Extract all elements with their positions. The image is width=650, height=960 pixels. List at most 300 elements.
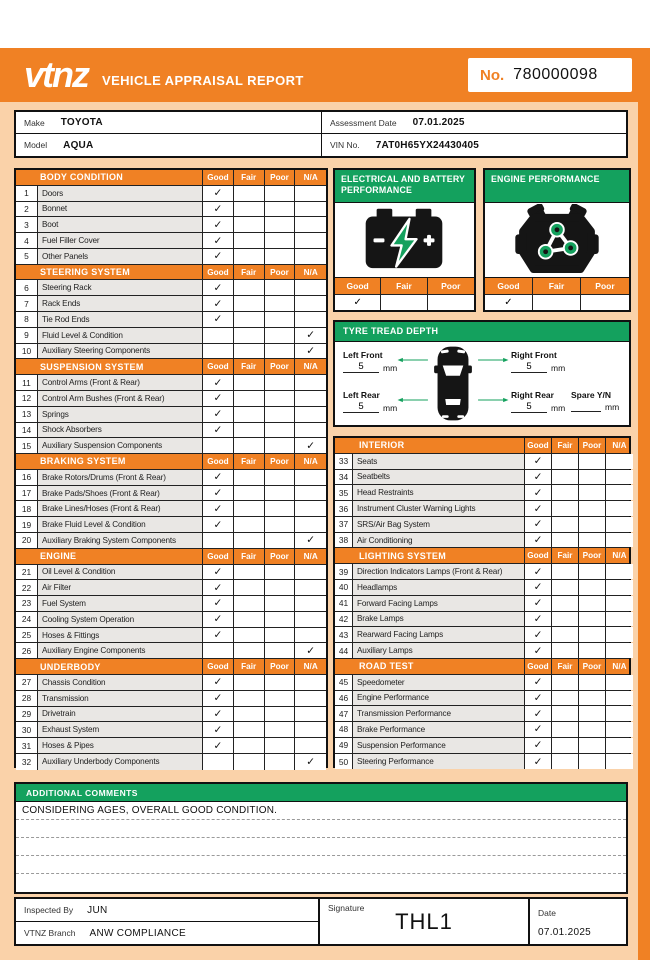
rating-column-header: Fair bbox=[381, 278, 427, 294]
item-name: Head Restraints bbox=[353, 485, 525, 500]
check-cell-good[interactable]: ✓ bbox=[335, 295, 381, 311]
section-header-row bbox=[16, 359, 326, 375]
make-value[interactable]: TOYOTA bbox=[60, 117, 103, 128]
check-cell-poor[interactable] bbox=[265, 691, 296, 706]
assessment-date-value[interactable]: 07.01.2025 bbox=[412, 117, 465, 128]
check-cell-fair[interactable] bbox=[552, 612, 579, 627]
check-cell-na[interactable] bbox=[606, 675, 633, 690]
spare-tread bbox=[571, 390, 619, 412]
item-name: Rearward Facing Lamps bbox=[353, 627, 525, 642]
check-cell-poor[interactable] bbox=[265, 296, 296, 311]
check-cell-good[interactable]: ✓ bbox=[203, 233, 234, 248]
item-number: 38 bbox=[335, 533, 353, 548]
checklist-row bbox=[16, 501, 326, 517]
check-cell-good[interactable]: ✓ bbox=[525, 580, 552, 595]
rating-column-header: N/A bbox=[303, 172, 318, 182]
check-cell-na[interactable] bbox=[295, 470, 326, 485]
check-cell-fair[interactable] bbox=[234, 707, 265, 722]
rating-column-header: N/A bbox=[303, 267, 318, 277]
check-cell-na[interactable] bbox=[295, 391, 326, 406]
check-cell-fair[interactable] bbox=[552, 501, 579, 516]
check-cell-na[interactable] bbox=[295, 249, 326, 264]
check-cell-fair[interactable] bbox=[552, 754, 579, 770]
rating-column-header: Poor bbox=[428, 278, 474, 294]
check-cell-poor[interactable] bbox=[265, 375, 296, 390]
check-cell-na[interactable]: ✓ bbox=[295, 438, 326, 453]
item-number: 20 bbox=[16, 533, 38, 548]
check-cell-na[interactable] bbox=[295, 217, 326, 232]
check-cell-good[interactable]: ✓ bbox=[525, 454, 552, 469]
check-cell-fair[interactable] bbox=[234, 517, 265, 532]
check-cell-na[interactable] bbox=[606, 643, 633, 658]
check-cell-good[interactable]: ✓ bbox=[203, 423, 234, 438]
check-cell-poor[interactable] bbox=[265, 423, 296, 438]
check-cell-fair[interactable] bbox=[234, 565, 265, 580]
right-checklist-table bbox=[333, 436, 631, 768]
check-cell-poor[interactable] bbox=[579, 691, 606, 706]
check-cell-fair[interactable] bbox=[234, 202, 265, 217]
check-cell-fair[interactable] bbox=[234, 643, 265, 658]
check-cell-na[interactable] bbox=[606, 485, 633, 500]
check-cell-fair[interactable] bbox=[234, 580, 265, 595]
check-cell-poor[interactable] bbox=[579, 470, 606, 485]
item-number: 24 bbox=[16, 612, 38, 627]
check-cell-good[interactable]: ✓ bbox=[525, 627, 552, 642]
check-cell-poor[interactable] bbox=[265, 501, 296, 516]
check-cell-poor[interactable] bbox=[579, 722, 606, 737]
check-cell-poor[interactable] bbox=[579, 580, 606, 595]
check-cell-good[interactable]: ✓ bbox=[203, 628, 234, 643]
check-cell-poor[interactable] bbox=[265, 217, 296, 232]
check-cell-fair[interactable] bbox=[552, 517, 579, 532]
check-cell-good[interactable]: ✓ bbox=[485, 295, 533, 311]
check-cell-good[interactable]: ✓ bbox=[525, 596, 552, 611]
item-name: Auxiliary Lamps bbox=[353, 643, 525, 658]
check-cell-good[interactable]: ✓ bbox=[525, 485, 552, 500]
check-cell-fair[interactable] bbox=[234, 280, 265, 295]
item-name: Hoses & Fittings bbox=[38, 628, 203, 643]
check-cell-fair[interactable] bbox=[234, 533, 265, 548]
left-front-label: Left Front bbox=[342, 350, 383, 360]
check-cell-good[interactable]: ✓ bbox=[203, 296, 234, 311]
additional-comments-panel bbox=[14, 782, 628, 894]
check-cell-na[interactable] bbox=[295, 423, 326, 438]
checklist-row bbox=[335, 706, 629, 722]
check-cell-good[interactable] bbox=[203, 754, 234, 770]
check-cell-fair[interactable] bbox=[234, 722, 265, 737]
check-cell-na[interactable] bbox=[606, 470, 633, 485]
item-number: 36 bbox=[335, 501, 353, 516]
check-cell-na[interactable] bbox=[606, 501, 633, 516]
check-cell-fair[interactable] bbox=[552, 627, 579, 642]
section-title: BODY CONDITION bbox=[16, 170, 203, 185]
check-cell-good[interactable]: ✓ bbox=[203, 565, 234, 580]
check-cell-fair[interactable] bbox=[552, 454, 579, 469]
check-cell-na[interactable] bbox=[295, 280, 326, 295]
unit-label: mm bbox=[550, 363, 566, 373]
rating-header-row bbox=[335, 277, 474, 294]
check-cell-good[interactable]: ✓ bbox=[203, 217, 234, 232]
item-number: 25 bbox=[16, 628, 38, 643]
check-cell-fair[interactable] bbox=[552, 580, 579, 595]
check-cell-fair[interactable] bbox=[234, 438, 265, 453]
check-cell-poor[interactable] bbox=[428, 295, 474, 311]
check-cell-fair[interactable] bbox=[552, 675, 579, 690]
check-cell-good[interactable]: ✓ bbox=[525, 706, 552, 721]
check-cell-na[interactable] bbox=[295, 580, 326, 595]
check-cell-good[interactable]: ✓ bbox=[203, 249, 234, 264]
check-cell-poor[interactable] bbox=[265, 707, 296, 722]
check-cell-good[interactable]: ✓ bbox=[203, 280, 234, 295]
section-header-row bbox=[335, 438, 629, 454]
check-cell-poor[interactable] bbox=[265, 612, 296, 627]
check-cell-na[interactable] bbox=[295, 596, 326, 611]
check-cell-good[interactable] bbox=[203, 328, 234, 343]
check-cell-good[interactable]: ✓ bbox=[525, 517, 552, 532]
signature-label: Signature bbox=[328, 903, 365, 913]
check-cell-fair[interactable] bbox=[552, 470, 579, 485]
left-front-value[interactable]: 5 bbox=[343, 362, 379, 373]
panel-title: ELECTRICAL AND BATTERY PERFORMANCE bbox=[335, 170, 474, 203]
check-cell-fair[interactable] bbox=[234, 612, 265, 627]
check-cell-fair[interactable] bbox=[234, 344, 265, 359]
item-name: Transmission Performance bbox=[353, 706, 525, 721]
rating-column-header: N/A bbox=[303, 362, 318, 372]
check-cell-good[interactable] bbox=[203, 438, 234, 453]
check-cell-fair[interactable] bbox=[552, 738, 579, 753]
signature-value[interactable]: THL1 bbox=[395, 908, 453, 934]
check-cell-na[interactable] bbox=[295, 707, 326, 722]
check-cell-fair[interactable] bbox=[552, 722, 579, 737]
check-cell-good[interactable]: ✓ bbox=[203, 517, 234, 532]
item-name: Cooling System Operation bbox=[38, 612, 203, 627]
checklist-row bbox=[335, 517, 629, 533]
check-cell-fair[interactable] bbox=[234, 407, 265, 422]
check-cell-poor[interactable] bbox=[579, 643, 606, 658]
check-cell-fair[interactable] bbox=[234, 249, 265, 264]
check-cell-poor[interactable] bbox=[579, 754, 606, 770]
check-cell-fair[interactable] bbox=[234, 754, 265, 770]
check-cell-fair[interactable] bbox=[552, 533, 579, 548]
check-cell-fair[interactable] bbox=[234, 628, 265, 643]
check-cell-good[interactable]: ✓ bbox=[525, 533, 552, 548]
item-number: 33 bbox=[335, 454, 353, 469]
check-cell-good[interactable]: ✓ bbox=[203, 391, 234, 406]
checklist-row bbox=[16, 375, 326, 391]
item-name: Auxiliary Braking System Components bbox=[38, 533, 203, 548]
check-cell-good[interactable]: ✓ bbox=[203, 407, 234, 422]
check-cell-poor[interactable] bbox=[265, 580, 296, 595]
check-cell-fair[interactable] bbox=[552, 643, 579, 658]
check-cell-poor[interactable] bbox=[265, 643, 296, 658]
check-cell-fair[interactable] bbox=[234, 233, 265, 248]
check-cell-good[interactable]: ✓ bbox=[203, 186, 234, 201]
check-cell-poor[interactable] bbox=[265, 202, 296, 217]
check-cell-na[interactable] bbox=[606, 596, 633, 611]
check-cell-poor[interactable] bbox=[579, 706, 606, 721]
check-cell-fair[interactable] bbox=[234, 217, 265, 232]
model-value[interactable]: AQUA bbox=[63, 139, 94, 151]
inspected-by-value[interactable]: JUN bbox=[87, 904, 108, 916]
item-number: 40 bbox=[335, 580, 353, 595]
check-cell-good[interactable]: ✓ bbox=[203, 501, 234, 516]
item-number: 16 bbox=[16, 470, 38, 485]
check-cell-poor[interactable] bbox=[265, 233, 296, 248]
check-cell-poor[interactable] bbox=[265, 628, 296, 643]
check-cell-good[interactable] bbox=[203, 643, 234, 658]
checklist-row bbox=[16, 628, 326, 644]
check-cell-good[interactable]: ✓ bbox=[203, 675, 234, 690]
rating-column-header: N/A bbox=[612, 661, 627, 671]
check-cell-na[interactable]: ✓ bbox=[295, 328, 326, 343]
check-cell-poor[interactable] bbox=[265, 344, 296, 359]
item-number: 23 bbox=[16, 596, 38, 611]
right-front-value[interactable]: 5 bbox=[511, 362, 547, 373]
check-cell-na[interactable] bbox=[606, 627, 633, 642]
item-number: 29 bbox=[16, 707, 38, 722]
vehicle-info-table bbox=[14, 110, 628, 158]
check-cell-good[interactable]: ✓ bbox=[203, 738, 234, 753]
check-cell-poor[interactable] bbox=[579, 517, 606, 532]
right-border-strip bbox=[638, 102, 650, 960]
check-cell-fair[interactable] bbox=[234, 375, 265, 390]
check-cell-fair[interactable] bbox=[234, 738, 265, 753]
report-number-value: 780000098 bbox=[513, 66, 598, 83]
check-cell-na[interactable] bbox=[295, 675, 326, 690]
check-cell-poor[interactable] bbox=[579, 501, 606, 516]
checklist-row bbox=[335, 675, 629, 691]
check-cell-good[interactable]: ✓ bbox=[525, 738, 552, 753]
check-cell-good[interactable]: ✓ bbox=[203, 470, 234, 485]
check-cell-poor[interactable] bbox=[265, 738, 296, 753]
check-cell-na[interactable] bbox=[606, 517, 633, 532]
item-number: 21 bbox=[16, 565, 38, 580]
check-cell-good[interactable] bbox=[203, 344, 234, 359]
check-cell-good[interactable]: ✓ bbox=[203, 612, 234, 627]
item-name: Transmission bbox=[38, 691, 203, 706]
check-cell-poor[interactable] bbox=[579, 675, 606, 690]
comment-line[interactable] bbox=[16, 874, 626, 892]
check-cell-fair[interactable] bbox=[552, 691, 579, 706]
vin-value[interactable]: 7AT0H65YX24430405 bbox=[375, 139, 480, 151]
check-cell-na[interactable] bbox=[295, 186, 326, 201]
comment-line[interactable] bbox=[16, 838, 626, 856]
rating-column-header: Fair bbox=[234, 170, 265, 185]
check-cell-poor[interactable] bbox=[579, 454, 606, 469]
model-label: Model bbox=[24, 140, 48, 150]
check-cell-na[interactable] bbox=[606, 564, 633, 579]
check-cell-fair[interactable] bbox=[234, 470, 265, 485]
check-cell-na[interactable]: ✓ bbox=[295, 754, 326, 770]
check-cell-poor[interactable] bbox=[579, 612, 606, 627]
check-cell-na[interactable] bbox=[606, 612, 633, 627]
check-cell-poor[interactable] bbox=[265, 407, 296, 422]
item-name: Rack Ends bbox=[38, 296, 203, 311]
check-cell-na[interactable] bbox=[295, 202, 326, 217]
check-cell-good[interactable]: ✓ bbox=[203, 375, 234, 390]
check-cell-poor[interactable] bbox=[265, 391, 296, 406]
check-cell-good[interactable]: ✓ bbox=[525, 501, 552, 516]
vin-row bbox=[322, 134, 626, 156]
check-cell-na[interactable] bbox=[295, 407, 326, 422]
check-cell-na[interactable]: ✓ bbox=[295, 344, 326, 359]
check-cell-poor[interactable] bbox=[265, 754, 296, 770]
comment-line[interactable] bbox=[16, 820, 626, 838]
branch-value[interactable]: ANW COMPLIANCE bbox=[89, 927, 186, 939]
check-cell-good[interactable] bbox=[203, 533, 234, 548]
check-cell-na[interactable] bbox=[606, 691, 633, 706]
check-cell-poor[interactable] bbox=[265, 533, 296, 548]
check-cell-fair[interactable] bbox=[234, 423, 265, 438]
check-cell-poor[interactable] bbox=[265, 596, 296, 611]
check-cell-good[interactable]: ✓ bbox=[525, 470, 552, 485]
check-cell-poor[interactable] bbox=[265, 675, 296, 690]
check-cell-poor[interactable] bbox=[581, 295, 629, 311]
item-number: 6 bbox=[16, 280, 38, 295]
top-margin bbox=[0, 0, 650, 48]
check-cell-poor[interactable] bbox=[579, 485, 606, 500]
check-cell-na[interactable] bbox=[295, 296, 326, 311]
check-cell-fair[interactable] bbox=[234, 486, 265, 501]
item-name: Seats bbox=[353, 454, 525, 469]
check-cell-good[interactable]: ✓ bbox=[525, 722, 552, 737]
check-cell-good[interactable]: ✓ bbox=[525, 754, 552, 770]
rating-column-header: Good bbox=[485, 278, 533, 294]
check-cell-fair[interactable] bbox=[234, 312, 265, 327]
check-cell-good[interactable]: ✓ bbox=[203, 202, 234, 217]
date-value[interactable]: 07.01.2025 bbox=[538, 927, 592, 938]
check-cell-na[interactable] bbox=[295, 486, 326, 501]
rating-column-header: Fair bbox=[533, 278, 581, 294]
check-cell-fair[interactable] bbox=[234, 391, 265, 406]
check-cell-poor[interactable] bbox=[265, 249, 296, 264]
check-cell-poor[interactable] bbox=[579, 596, 606, 611]
check-cell-good[interactable]: ✓ bbox=[203, 722, 234, 737]
left-rear-value[interactable]: 5 bbox=[343, 402, 379, 413]
check-cell-good[interactable]: ✓ bbox=[525, 564, 552, 579]
check-cell-poor[interactable] bbox=[579, 738, 606, 753]
check-cell-na[interactable] bbox=[295, 501, 326, 516]
check-cell-fair[interactable] bbox=[381, 295, 427, 311]
check-cell-fair[interactable] bbox=[552, 596, 579, 611]
check-cell-na[interactable] bbox=[606, 533, 633, 548]
check-cell-poor[interactable] bbox=[579, 533, 606, 548]
check-cell-fair[interactable] bbox=[234, 596, 265, 611]
check-cell-poor[interactable] bbox=[265, 565, 296, 580]
check-cell-good[interactable]: ✓ bbox=[203, 691, 234, 706]
check-cell-na[interactable] bbox=[295, 517, 326, 532]
check-cell-good[interactable]: ✓ bbox=[525, 675, 552, 690]
check-cell-good[interactable]: ✓ bbox=[203, 580, 234, 595]
checklist-row bbox=[16, 280, 326, 296]
check-cell-fair[interactable] bbox=[234, 675, 265, 690]
check-cell-na[interactable] bbox=[295, 628, 326, 643]
vin-label: VIN No. bbox=[330, 140, 360, 150]
check-cell-na[interactable] bbox=[606, 580, 633, 595]
check-cell-na[interactable]: ✓ bbox=[295, 643, 326, 658]
rating-column-header: N/A bbox=[612, 551, 627, 561]
comment-line[interactable]: CONSIDERING AGES, OVERALL GOOD CONDITION. bbox=[16, 802, 626, 820]
check-cell-good[interactable]: ✓ bbox=[525, 643, 552, 658]
check-cell-poor[interactable] bbox=[265, 486, 296, 501]
signature-box bbox=[320, 897, 530, 946]
checklist-row bbox=[16, 486, 326, 502]
check-cell-poor[interactable] bbox=[265, 280, 296, 295]
item-name: Headlamps bbox=[353, 580, 525, 595]
item-number: 28 bbox=[16, 691, 38, 706]
item-number: 41 bbox=[335, 596, 353, 611]
check-cell-na[interactable] bbox=[606, 738, 633, 753]
check-cell-na[interactable] bbox=[295, 375, 326, 390]
check-cell-na[interactable] bbox=[295, 233, 326, 248]
check-cell-fair[interactable] bbox=[234, 296, 265, 311]
check-cell-good[interactable]: ✓ bbox=[203, 707, 234, 722]
make-row bbox=[16, 112, 322, 134]
rating-column-header: Poor bbox=[265, 549, 296, 564]
check-cell-fair[interactable] bbox=[234, 691, 265, 706]
arrow-right-icon bbox=[477, 356, 509, 364]
check-cell-na[interactable] bbox=[606, 754, 633, 770]
check-cell-na[interactable]: ✓ bbox=[295, 533, 326, 548]
item-name: Oil Level & Condition bbox=[38, 565, 203, 580]
check-cell-poor[interactable] bbox=[265, 517, 296, 532]
panel-title: TYRE TREAD DEPTH bbox=[335, 322, 629, 342]
right-rear-value[interactable]: 5 bbox=[511, 402, 547, 413]
item-number: 49 bbox=[335, 738, 353, 753]
comments-lines bbox=[16, 802, 626, 892]
check-cell-poor[interactable] bbox=[579, 627, 606, 642]
check-cell-fair[interactable] bbox=[533, 295, 581, 311]
item-name: Seatbelts bbox=[353, 470, 525, 485]
check-cell-poor[interactable] bbox=[265, 470, 296, 485]
check-cell-good[interactable]: ✓ bbox=[525, 691, 552, 706]
check-cell-na[interactable] bbox=[295, 722, 326, 737]
check-cell-good[interactable]: ✓ bbox=[203, 312, 234, 327]
item-number: 13 bbox=[16, 407, 38, 422]
check-cell-poor[interactable] bbox=[265, 722, 296, 737]
section-header-row bbox=[16, 549, 326, 565]
check-cell-na[interactable] bbox=[606, 722, 633, 737]
check-cell-fair[interactable] bbox=[234, 501, 265, 516]
check-cell-poor[interactable] bbox=[579, 564, 606, 579]
check-cell-good[interactable]: ✓ bbox=[525, 612, 552, 627]
check-cell-fair[interactable] bbox=[552, 564, 579, 579]
check-cell-fair[interactable] bbox=[234, 328, 265, 343]
check-cell-poor[interactable] bbox=[265, 312, 296, 327]
comment-line[interactable] bbox=[16, 856, 626, 874]
check-cell-na[interactable] bbox=[606, 454, 633, 469]
check-cell-good[interactable]: ✓ bbox=[203, 486, 234, 501]
item-name: Speedometer bbox=[353, 675, 525, 690]
spare-value[interactable] bbox=[571, 411, 601, 412]
check-cell-good[interactable]: ✓ bbox=[203, 596, 234, 611]
item-name: Boot bbox=[38, 217, 203, 232]
check-cell-na[interactable] bbox=[295, 738, 326, 753]
check-cell-poor[interactable] bbox=[265, 328, 296, 343]
check-cell-na[interactable] bbox=[295, 565, 326, 580]
check-cell-na[interactable] bbox=[606, 706, 633, 721]
check-cell-na[interactable] bbox=[295, 691, 326, 706]
check-cell-na[interactable] bbox=[295, 612, 326, 627]
check-cell-fair[interactable] bbox=[552, 706, 579, 721]
rating-column-header: Good bbox=[525, 659, 552, 674]
check-cell-poor[interactable] bbox=[265, 438, 296, 453]
check-cell-poor[interactable] bbox=[265, 186, 296, 201]
item-number: 10 bbox=[16, 344, 38, 359]
check-cell-na[interactable] bbox=[295, 312, 326, 327]
check-cell-fair[interactable] bbox=[234, 186, 265, 201]
check-cell-fair[interactable] bbox=[552, 485, 579, 500]
